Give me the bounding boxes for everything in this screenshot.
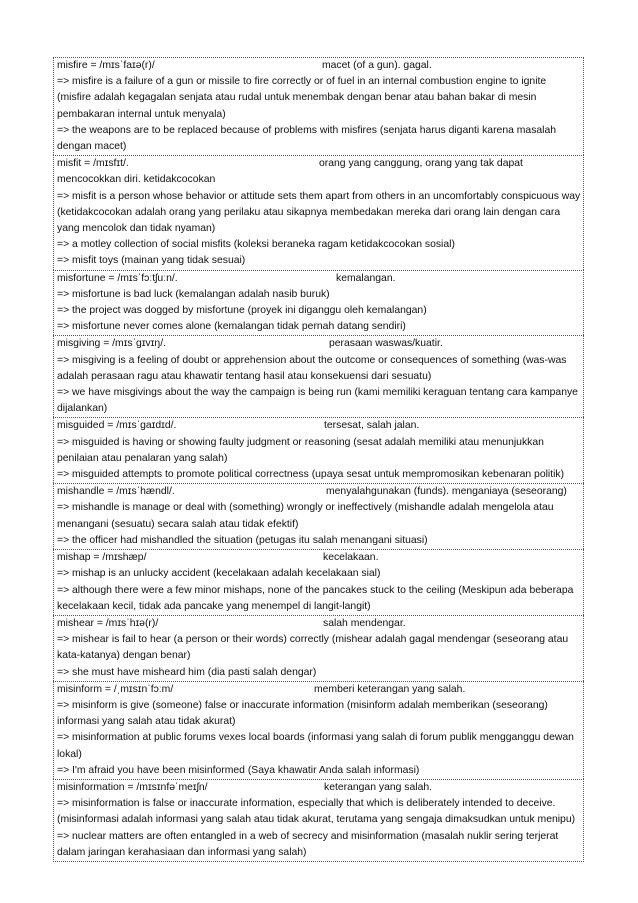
translation: salah mendengar. [323,617,406,629]
example-line: => the project was dogged by misfortune (proyek ini diganggu oleh kemalangan) [57,305,427,317]
example-line: => I'm afraid you have been misinformed (Saya khawatir Anda salah informasi) [57,764,420,776]
translation: perasaan waswas/kuatir. [329,338,443,350]
headword: misinformation = /mɪsɪnfəˈmeɪʃn/ [57,781,208,793]
definition-line: => mishap is an unlucky accident (kecelakaan adalah kecelakaan sial) [57,568,381,580]
headword: misgiving = /mɪsˈɡɪvɪŋ/. [57,338,166,350]
dictionary-page [53,57,584,862]
definition-line: => misfit is a person whose behavior or attitude sets them apart from others in an uncomfortably conspicuous way (ketidakcocokan adalah orang yang perilaku atau sikapnya membedakan mereka dari orang lain dengan cara yang mencolok dan tidak nyaman) [57,190,581,235]
example-line: => misfortune never comes alone (kemalangan tidak pernah datang sendiri) [57,321,406,333]
headword: mishandle = /mɪsˈhændl/. [57,486,175,498]
entry-headword-line [57,682,581,698]
entry-headword-line [57,336,581,352]
entry-mishear [53,615,584,681]
definition-line: => misfortune is bad luck (kemalangan adalah nasib buruk) [57,288,330,300]
example-line: => the weapons are to be replaced because of problems with misfires (senjata harus diganti karena masalah dengan macet) [57,124,557,153]
definition-line: => misinformation is false or inaccurate information, especially that which is deliberately intended to deceive. (misinformasi adalah informasi yang salah atau tidak akurat, terutama yang sengaja dimaksudkan untuk menipu) [57,798,576,826]
translation: kecelakaan. [323,552,379,564]
translation: keterangan yang salah. [324,781,433,793]
translation: kemalangan. [336,272,396,284]
example-line: => we have misgivings about the way the campaign is being run (kami memiliki keraguan tentang cara kampanye dijalankan) [57,387,578,415]
entry-misguided [53,417,584,483]
headword: misfire = /mɪsˈfaɪə(r)/ [57,60,155,71]
example-line: => misfit toys (mainan yang tidak sesuai) [57,255,246,267]
entry-misfortune [53,270,584,336]
example-line: => nuclear matters are often entangled in a web of secrecy and misinformation (masalah nuklir sering terjerat dalam jaringan kerahasiaan dan informasi yang salah) [57,830,559,858]
headword: misfit = /mɪsfɪt/. [57,158,129,170]
entry-mishap [53,549,584,615]
headword: mishear = /mɪsˈhɪə(r)/ [57,617,159,629]
headword: mishap = /mɪshæp/ [57,552,147,564]
entry-misfire [53,57,584,155]
entry-headword-line [57,780,581,796]
entry-headword-line [57,616,581,632]
entry-misfit [53,155,584,269]
entry-headword-line [57,418,581,434]
entry-headword-line [57,156,581,172]
definition-line: => misgiving is a feeling of doubt or apprehension about the outcome or consequences of something (was-was adalah perasaan ragu atau khawatir tentang hasil atau konsekuensi dari sesuatu) [57,354,567,382]
translation: memberi keterangan yang salah. [314,683,466,695]
headword: misfortune = /mɪsˈfɔːtʃuːn/. [57,272,178,284]
example-line: => the officer had mishandled the situation (petugas itu salah menangani situasi) [57,534,428,546]
entry-headword-line [57,271,581,287]
entry-headword-line [57,550,581,566]
headword: misguided = /mɪsˈɡaɪdɪd/. [57,420,177,432]
entry-misinformation [53,779,584,862]
definition-line: => mishear is fail to hear (a person or their words) correctly (mishear adalah gagal mendengar (seseorang atau kata-katanya) dengan benar) [57,634,569,662]
definition-line: => misfire is a failure of a gun or missile to fire correctly or of fuel in an internal combustion engine to ignite (misfire adalah kegagalan senjata atau rudal untuk menembak dengan benar atau bahan bakar di mesin pembakaran internal untuk menyala) [57,76,547,120]
entry-headword-line [57,58,581,74]
translation: menyalahgunakan (funds). menganiaya (seseorang) [326,486,567,498]
translation: macet (of a gun). gagal. [322,60,432,71]
entry-misinform [53,681,584,779]
entry-mishandle [53,483,584,549]
entry-misgiving [53,335,584,417]
headword: misinform = /ˌmɪsɪnˈfɔːm/ [57,683,174,695]
entry-headword-line [57,484,581,500]
translation-continued: mencocokkan diri. ketidakcocokan [57,174,216,186]
example-line: => she must have misheard him (dia pasti salah dengar) [57,666,317,678]
definition-line: => misguided is having or showing faulty judgment or reasoning (sesat adalah memiliki atau menunjukkan penilaian atau penalaran yang salah) [57,436,544,464]
translation: tersesat, salah jalan. [324,420,420,432]
example-line: => although there were a few minor mishaps, none of the pancakes stuck to the ceiling (Meskipun ada beberapa kecelakaan kecil, tidak ada pancake yang menempel di langit-langit) [57,584,574,612]
translation: orang yang canggung, orang yang tak dapat [319,158,523,170]
example-line: => misinformation at public forums vexes local boards (informasi yang salah di forum publik mengganggu dewan lokal) [57,732,574,760]
example-line: => misguided attempts to promote political correctness (upaya sesat untuk mempromosikan kebenaran politik) [57,469,565,481]
definition-line: => mishandle is manage or deal with (something) wrongly or ineffectively (mishandle adalah mengelola atau menangani (sesuatu) secara salah atau tidak efektif) [57,502,554,530]
example-line: => a motley collection of social misfits (koleksi beraneka ragam ketidakcocokan sosial) [57,239,455,251]
definition-line: => misinform is give (someone) false or inaccurate information (misinform adalah memberikan (seseorang) informasi yang salah atau tidak akurat) [57,699,548,728]
